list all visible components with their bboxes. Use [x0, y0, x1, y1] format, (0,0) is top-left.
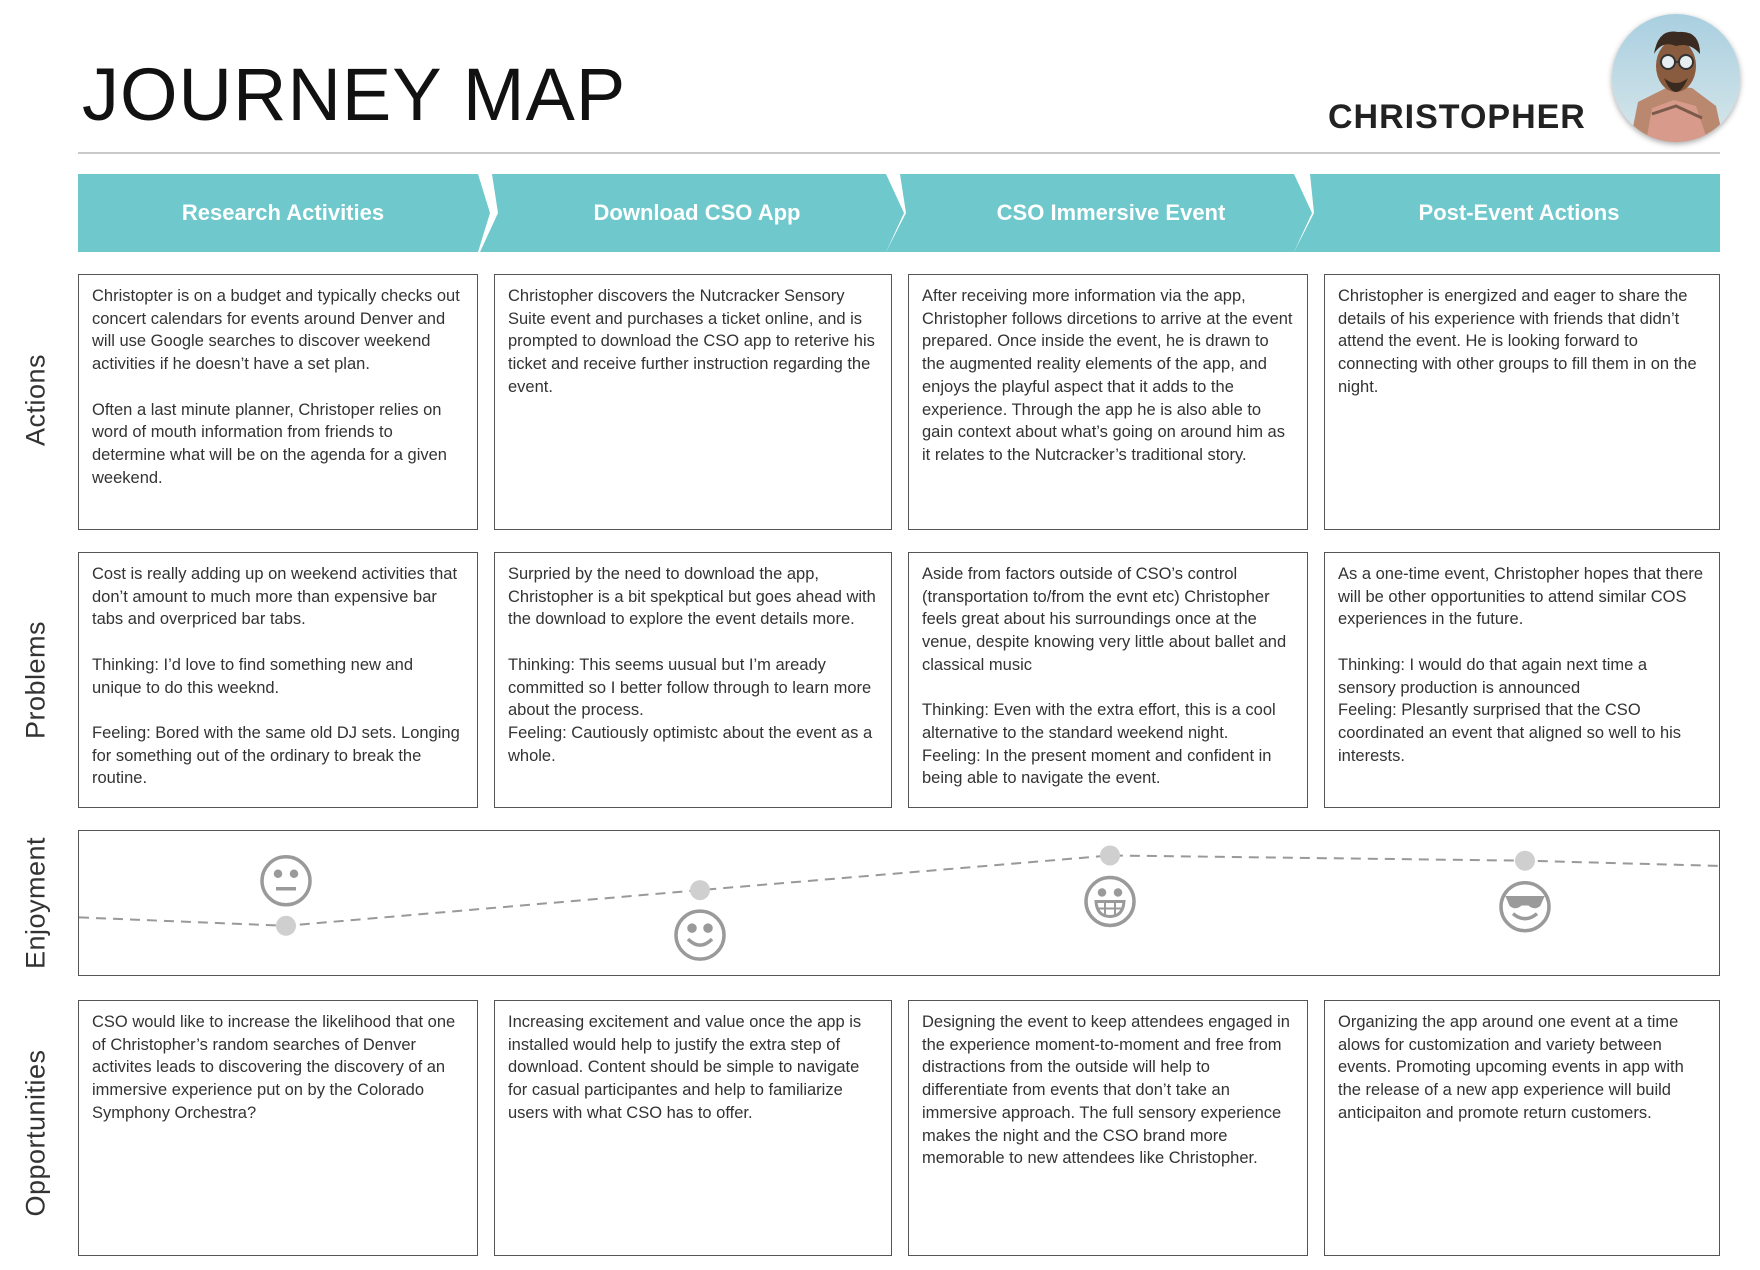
card-text: Christopher is energized and eager to share the details of his experience with friends that didn’t attend the event. He is looking forward to connecting with other groups to fill them in on the night. — [1338, 287, 1697, 396]
card-text: After receiving more information via the app, Christopher follows dircetions to arrive at the event prepared. Once inside the event, he is drawn to the augmented reality elements of the app, and enjoys the playful aspect that it adds to the experience. Through the app he is also able to gain context about what’s going on around him as it relates to the Nutcracker’s traditional story. — [922, 287, 1293, 464]
enjoyment-point-4 — [1515, 851, 1535, 871]
stage-label-2: Download CSO App — [593, 200, 801, 225]
card-text: Feeling: Bored with the same old DJ sets. Longing for something out of the ordinary to break the routine. — [92, 723, 460, 788]
actions-card-1 — [78, 274, 478, 530]
enjoyment-curve — [79, 855, 1721, 925]
stage-label-3: CSO Immersive Event — [996, 200, 1226, 225]
enjoyment-point-2 — [690, 880, 710, 900]
actions-card-2 — [494, 274, 892, 530]
problems-card-3 — [908, 552, 1308, 808]
enjoyment-points — [276, 845, 1535, 935]
enjoyment-graph — [78, 830, 1720, 976]
card-text: Christopher discovers the Nutcracker Sensory Suite event and purchases a ticket online, and is prompted to download the CSO app to reterive his ticket and receive further instruction regarding the event. — [508, 287, 875, 396]
persona-avatar — [1612, 14, 1740, 142]
actions-card-3 — [908, 274, 1308, 530]
card-text: Thinking: Even with the extra effort, this is a cool alternative to the standard weekend night. — [922, 701, 1276, 742]
card-text: Increasing excitement and value once the app is installed would help to justify the extra step of download. Content should be simple to navigate for casual participantes and help to familiarize users with what CSO has to offer. — [508, 1013, 862, 1122]
grinning-face-icon — [1086, 877, 1134, 925]
card-text: Thinking: I would do that again next time a sensory production is announced — [1338, 655, 1648, 697]
stage-header — [78, 174, 1720, 252]
card-text: As a one-time event, Christopher hopes that there will be other opportunities to attend similar COS experiences in the future. — [1338, 565, 1704, 629]
enjoyment-point-1 — [276, 916, 296, 936]
card-text: Aside from factors outside of CSO’s control (transportation to/from the evnt etc) Christopher feels great about his surroundings once at the venue, despite knowing very little about ballet and classical music — [922, 565, 1287, 674]
sunglasses-face-icon — [1501, 883, 1549, 931]
card-text: Surpried by the need to download the app, Christopher is a bit spekptical but goes ahead with the download to explore the event details more. — [508, 565, 876, 629]
card-text: CSO would like to increase the likelihood that one of Christopher’s random searches of Denver activites leads to discovering the discovery of an immersive experience put on by the Colorado Symphony Orchestra? — [92, 1013, 456, 1122]
persona-name: CHRISTOPHER — [1328, 98, 1586, 136]
card-text: Cost is really adding up on weekend activities that don’t amount to much more than expensive bar tabs and overpriced bar tabs. — [92, 565, 458, 629]
card-text: Feeling: Cautiously optimistc about the event as a whole. — [508, 723, 873, 765]
enjoyment-chart — [79, 831, 1721, 977]
problems-card-4 — [1324, 552, 1720, 808]
card-text: Christopter is on a budget and typically checks out concert calendars for events around Denver and will use Google searches to discover weekend activities if he doesn’t have a set plan. — [92, 287, 460, 374]
card-text: Feeling: Plesantly surprised that the CSO coordinated an event that aligned so well to his interests. — [1338, 701, 1682, 765]
stage-label-1: Research Activities — [181, 200, 385, 225]
enjoyment-point-3 — [1100, 845, 1120, 865]
card-text: Organizing the app around one event at a time alows for customization and variety between events. Promoting upcoming events in app with the release of a new app experience will build anticipaiton and promote return customers. — [1338, 1013, 1684, 1122]
page-title: JOURNEY MAP — [82, 53, 627, 136]
card-text: Often a last minute planner, Christoper relies on word of mouth information from friends to determine what will be on the agenda for a given weekend. — [92, 400, 447, 487]
smiling-face-icon — [676, 911, 724, 959]
stage-label-4: Post-Event Actions — [1418, 200, 1620, 225]
persona-photo — [1612, 14, 1740, 142]
opportunities-card-2 — [494, 1000, 892, 1256]
neutral-face-icon — [262, 857, 310, 905]
enjoyment-faces — [262, 857, 1549, 959]
title-divider — [78, 152, 1720, 154]
card-text: Designing the event to keep attendees engaged in the experience moment-to-moment and free from distractions from the outside will help to differentiate from events that don’t take an immersive approach. The full sensory experience makes the night and the CSO brand more memorable to new attendees like Christopher. — [922, 1013, 1290, 1168]
opportunities-card-3 — [908, 1000, 1308, 1256]
actions-card-4 — [1324, 274, 1720, 530]
card-text: Thinking: This seems uusual but I’m aready committed so I better follow through to learn more about the process. — [508, 655, 872, 720]
opportunities-card-4 — [1324, 1000, 1720, 1256]
opportunities-card-1 — [78, 1000, 478, 1256]
card-text: Feeling: In the present moment and confident in being able to navigate the event. — [922, 746, 1272, 788]
problems-card-1 — [78, 552, 478, 808]
card-text: Thinking: I’d love to find something new and unique to do this weeknd. — [92, 655, 414, 697]
problems-card-2 — [494, 552, 892, 808]
